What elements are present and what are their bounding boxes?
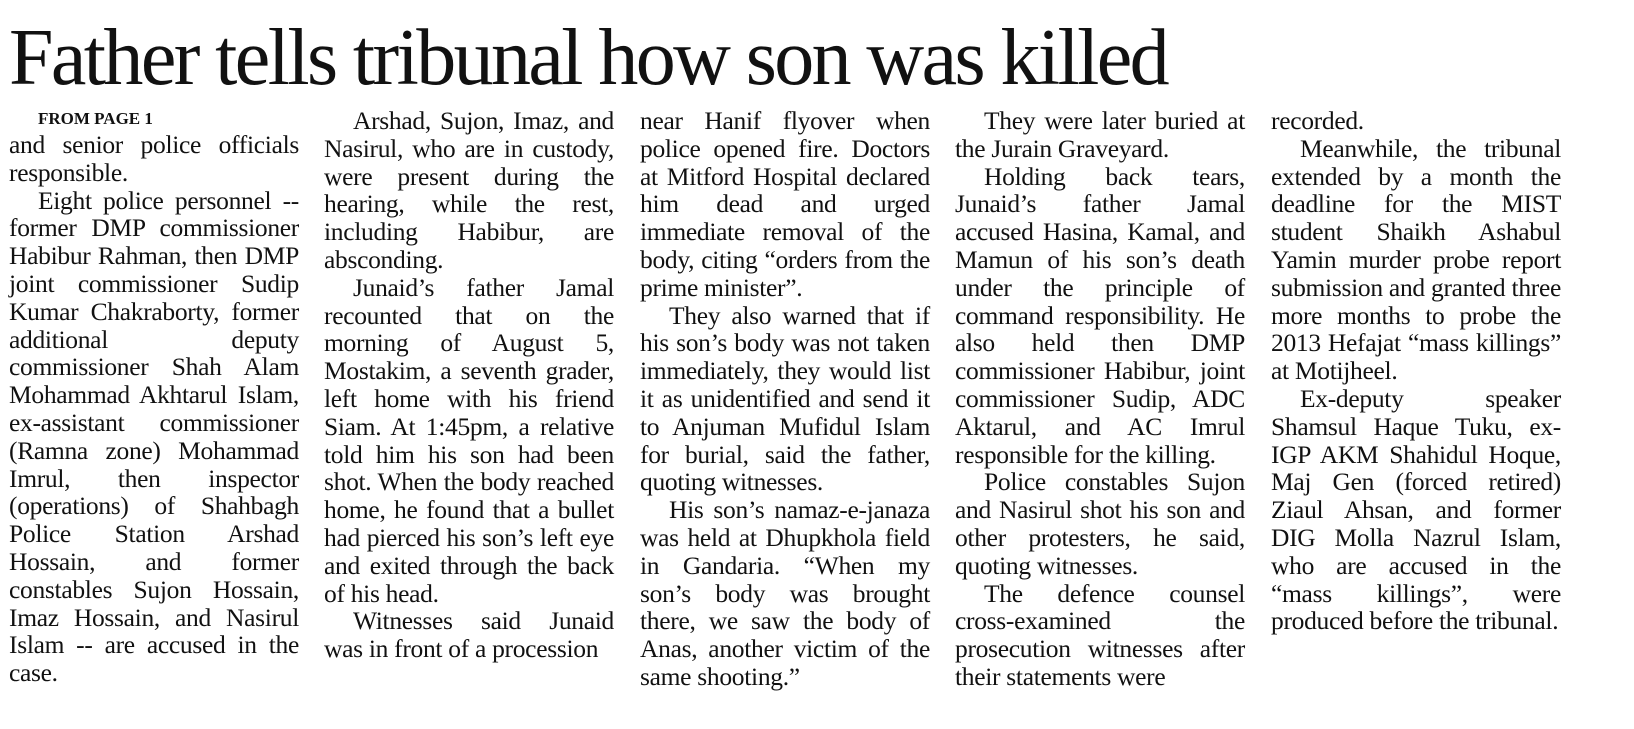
paragraph: They also warned that if his son’s body was not taken immediately, they would list it as unidentified and send it to Anjuman Mufidul Islam for burial, said the father, quoting witnesses. [640, 300, 930, 497]
article-column-4 [955, 107, 1245, 719]
article-column-5 [1271, 107, 1561, 719]
paragraph: They were later buried at the Jurain Graveyard. [955, 106, 1245, 163]
paragraph: Eight police personnel -- former DMP commissioner Habibur Rahman, then DMP joint commissioner Sudip Kumar Chakraborty, former additional deputy commissioner Shah Alam Mohammad Akhtarul Islam, ex-assistant commissioner (Ramna zone) Mohammad Imrul, then inspector (operations) of Shahbagh Police Station Arshad Hossain, and former constables Sujon Hossain, Imaz Hossain, and Nasirul Islam -- are accused in the case. [9, 185, 299, 688]
paragraph: Police constables Sujon and Nasirul shot his son and other protesters, he said, quoting witnesses. [955, 467, 1245, 580]
paragraph: Holding back tears, Junaid’s father Jamal accused Hasina, Kamal, and Mamun of his son’s death under the principle of command responsibility. He also held then DMP commissioner Habibur, joint commissioner Sudip, ADC Aktarul, and AC Imrul responsible for the killing. [955, 161, 1245, 469]
paragraph: Junaid’s father Jamal recounted that on the morning of August 5, Mostakim, a seventh grader, left home with his friend Siam. At 1:45pm, a relative told him his son had been shot. When the body reached home, he found that a bullet had pierced his son’s left eye and exited through the back of his head. [324, 272, 614, 608]
paragraph: His son’s namaz-e-janaza was held at Dhupkhola field in Gandaria. “When my son’s body was brought there, we saw the body of Anas, another victim of the same shooting.” [640, 495, 930, 691]
continuation-kicker: FROM PAGE 1 [38, 109, 153, 128]
paragraph: near Hanif flyover when police opened fire. Doctors at Mitford Hospital declared him dead and urged immediate removal of the body, citing “orders from the prime minister”. [640, 106, 930, 302]
article-column-2 [324, 107, 614, 719]
paragraph: Witnesses said Junaid was in front of a procession [324, 606, 614, 664]
paragraph: The defence counsel cross-examined the prosecution witnesses after their statements were [955, 578, 1245, 691]
paragraph: Meanwhile, the tribunal extended by a month the deadline for the MIST student Shaikh Ashabul Yamin murder probe report submission and granted three more months to probe the 2013 Hefajat “mass killings” at Motijheel. [1271, 133, 1561, 386]
paragraph: and senior police officials responsible. [9, 130, 299, 187]
paragraph: Arshad, Sujon, Imaz, and Nasirul, who are in custody, were present during the hearing, while the rest, including Habibur, are absconding. [324, 106, 614, 274]
paragraph: recorded. [1271, 106, 1364, 135]
article-column-3 [640, 107, 930, 719]
headline: Father tells tribunal how son was killed [9, 14, 1168, 102]
paragraph: Ex-deputy speaker Shamsul Haque Tuku, ex-IGP AKM Shahidul Hoque, Maj Gen (forced retired) Ziaul Ahsan, and former DIG Molla Nazrul Islam, who are accused in the “mass killings”, were produced before the tribunal. [1271, 383, 1561, 636]
article-column-1 [9, 107, 299, 719]
